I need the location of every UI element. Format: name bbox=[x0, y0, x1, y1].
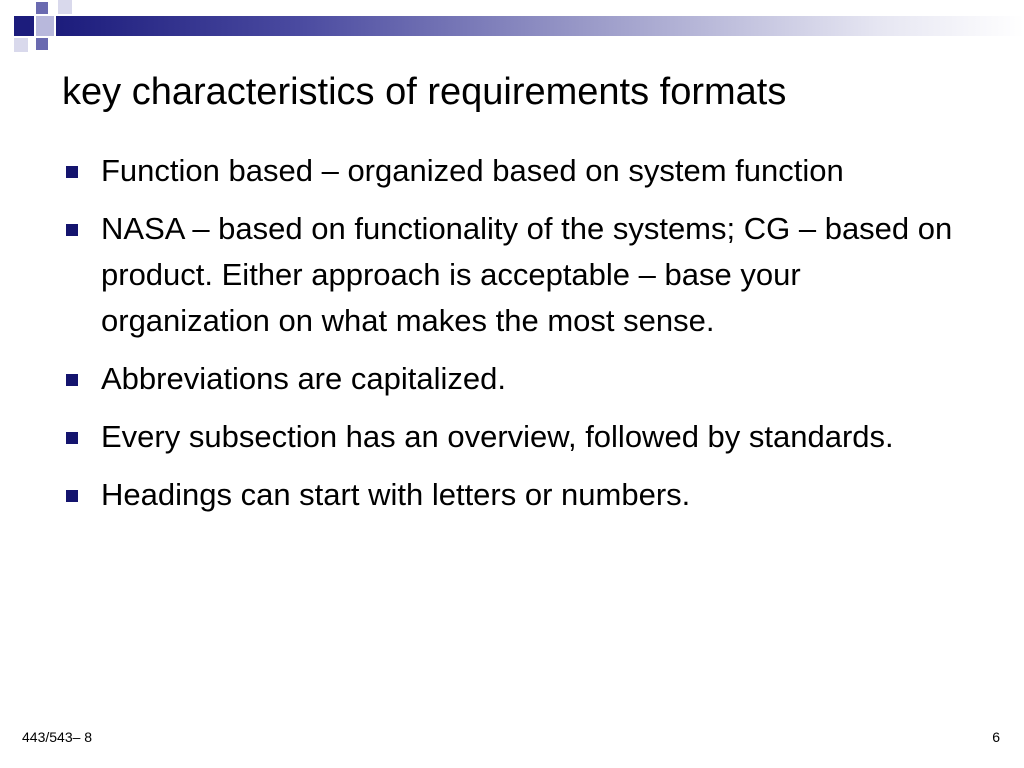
decor-square-icon bbox=[58, 0, 72, 14]
bullet-text: Every subsection has an overview, followed by standards. bbox=[101, 419, 894, 454]
bullet-text: Abbreviations are capitalized. bbox=[101, 361, 506, 396]
bullet-list bbox=[64, 148, 964, 530]
list-item bbox=[64, 148, 964, 194]
square-bullet-icon bbox=[66, 224, 78, 236]
bullet-text: Headings can start with letters or numbers. bbox=[101, 477, 691, 512]
page-number: 6 bbox=[992, 729, 1000, 745]
square-bullet-icon bbox=[66, 490, 78, 502]
footer-course-label: 443/543– 8 bbox=[22, 729, 93, 745]
decor-square-icon bbox=[36, 2, 48, 14]
list-item bbox=[64, 356, 964, 402]
header-gradient-bar bbox=[56, 16, 1024, 36]
square-bullet-icon bbox=[66, 432, 78, 444]
decor-square-icon bbox=[14, 38, 28, 52]
bullet-text: NASA – based on functionality of the systems; CG – based on product. Either approach is acceptable – base your organization on what makes the most sense. bbox=[101, 211, 953, 338]
bullet-text: Function based – organized based on system function bbox=[101, 153, 844, 188]
decor-square-icon bbox=[14, 16, 34, 36]
slide-title: key characteristics of requirements formats bbox=[62, 71, 787, 113]
header-decoration bbox=[0, 0, 1024, 60]
decor-square-icon bbox=[36, 38, 48, 50]
list-item bbox=[64, 206, 964, 344]
decor-square-icon bbox=[36, 16, 54, 36]
list-item bbox=[64, 472, 964, 518]
square-bullet-icon bbox=[66, 374, 78, 386]
list-item bbox=[64, 414, 964, 460]
square-bullet-icon bbox=[66, 166, 78, 178]
